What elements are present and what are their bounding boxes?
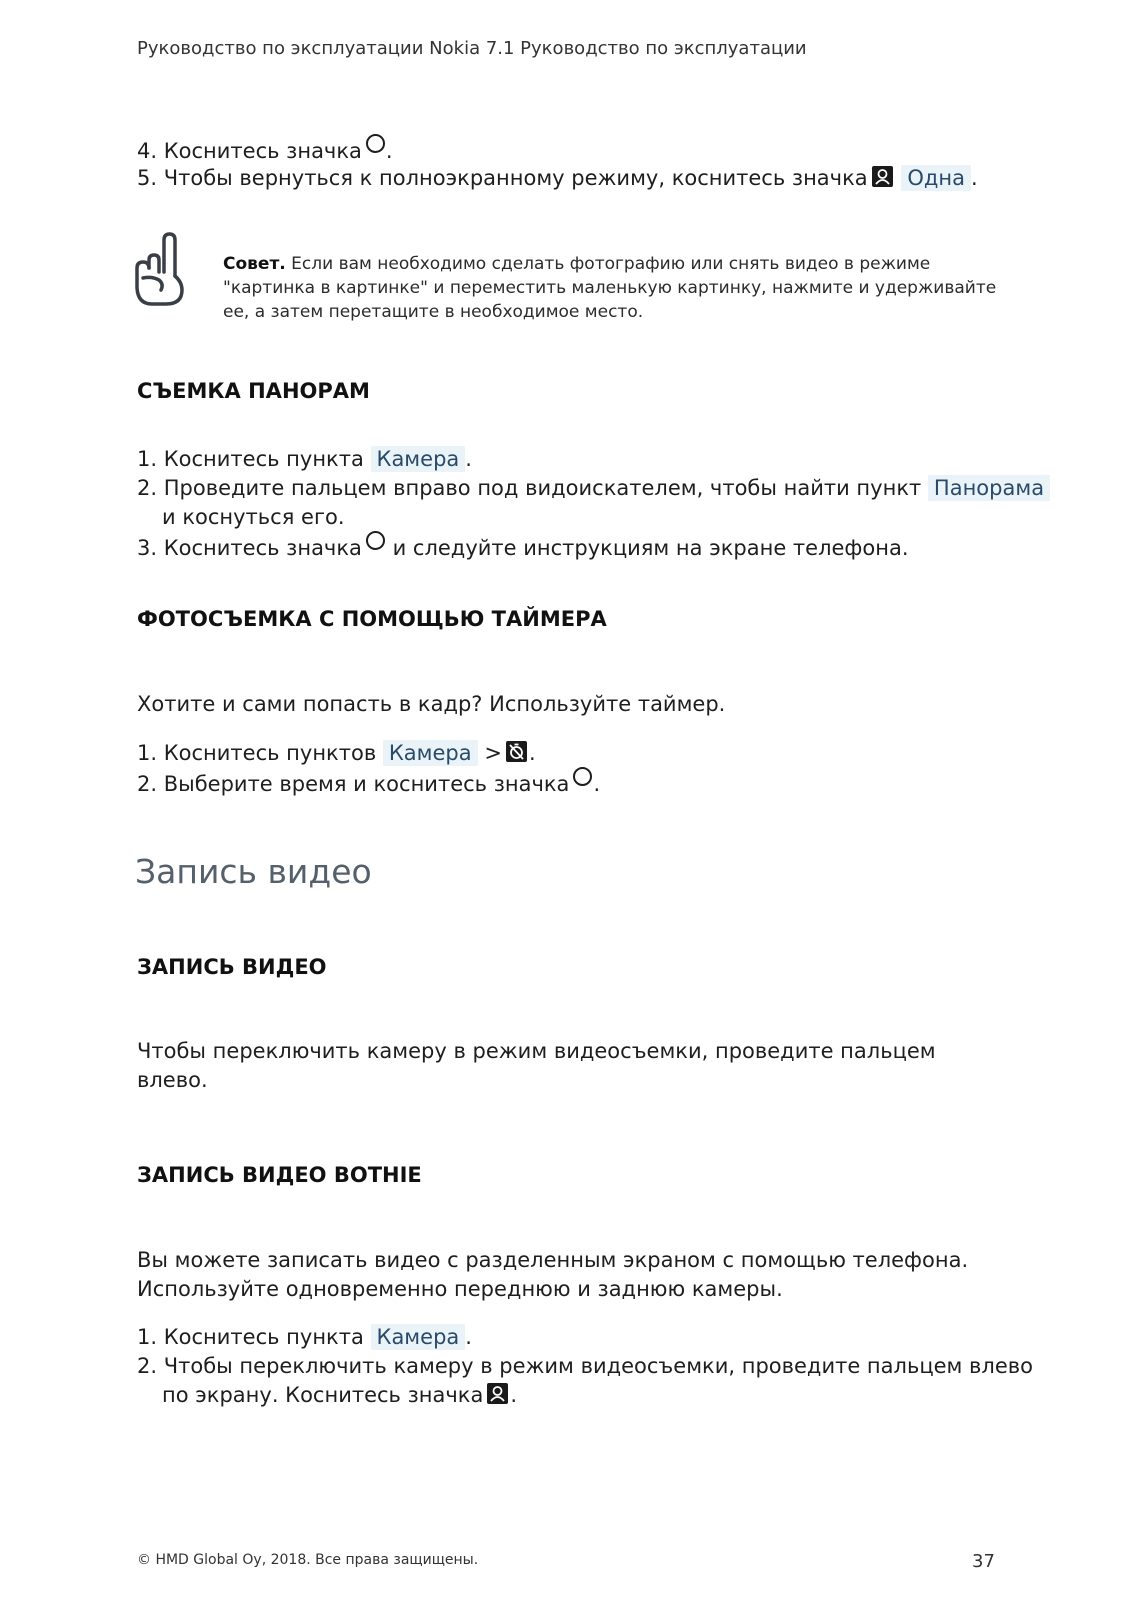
timer-intro: Хотите и сами попасть в кадр? Используйте таймер.: [137, 692, 726, 716]
panorama-step-1: 1. Коснитесь пункта Камера .: [137, 447, 472, 471]
copyright: © HMD Global Oy, 2018. Все права защищены.: [137, 1552, 479, 1568]
record-video-heading: ЗАПИСЬ ВИДЕО: [137, 955, 327, 979]
step-4: 4. Коснитесь значка .: [137, 134, 393, 166]
section-title: Запись видео: [135, 852, 372, 891]
shutter-icon: [366, 134, 385, 153]
panorama-button[interactable]: Панорама: [928, 475, 1050, 501]
page-number: 37: [972, 1551, 995, 1572]
camera-button[interactable]: Камера: [371, 1324, 466, 1350]
bothie-step-1: 1. Коснитесь пункта Камера .: [137, 1325, 472, 1349]
panorama-heading: СЪЕМКА ПАНОРАМ: [137, 379, 370, 403]
bothie-step-2-cont: по экрану. Коснитесь значка .: [162, 1383, 518, 1407]
bothie-text-1: Вы можете записать видео с разделенным экраном с помощью телефона.: [137, 1248, 969, 1272]
timer-step-1: 1. Коснитесь пунктов Камера > .: [137, 741, 536, 765]
bothie-step-2: 2. Чтобы переключить камеру в режим видеосъемки, проведите пальцем влево: [137, 1354, 1033, 1378]
step-5: 5. Чтобы вернуться к полноэкранному режиму, коснитесь значка Одна .: [137, 166, 978, 190]
timer-heading: ФОТОСЪЕМКА С ПОМОЩЬЮ ТАЙМЕРА: [137, 607, 607, 631]
shutter-icon: [366, 531, 385, 550]
camera-button[interactable]: Камера: [371, 446, 466, 472]
camera-button[interactable]: Камера: [383, 740, 478, 766]
pip-person-icon: [872, 166, 893, 187]
dual-camera-icon: [487, 1383, 508, 1404]
record-video-text-2: влево.: [137, 1068, 208, 1092]
bothie-text-2: Используйте одновременно переднюю и заднюю камеры.: [137, 1277, 783, 1301]
panorama-step-3: 3. Коснитесь значка и следуйте инструкциям на экране телефона.: [137, 531, 909, 563]
record-video-text-1: Чтобы переключить камеру в режим видеосъемки, проведите пальцем: [137, 1039, 936, 1063]
timer-step-2: 2. Выберите время и коснитесь значка .: [137, 767, 600, 799]
bothie-heading: ЗАПИСЬ ВИДЕО BOTHIE: [137, 1163, 422, 1187]
tip-label: Совет.: [223, 254, 286, 274]
panorama-step-2: 2. Проведите пальцем вправо под видоискателем, чтобы найти пункт Панорама: [137, 473, 1050, 503]
shutter-icon: [573, 767, 592, 786]
single-mode-button[interactable]: Одна: [901, 165, 971, 191]
tip-text: Если вам необходимо сделать фотографию или снять видео в режиме "картинка в картинке" и переместить маленькую картинку, нажмите и удерживайте ее, а затем перетащите в необходимое место.: [223, 254, 997, 322]
tip-box: [223, 252, 1003, 324]
timer-off-icon: [506, 741, 527, 762]
panorama-step-2-cont: и коснуться его.: [162, 505, 345, 529]
pointing-hand-icon: [134, 232, 188, 308]
running-header: Руководство по эксплуатации Nokia 7.1 Руководство по эксплуатации: [137, 38, 807, 59]
